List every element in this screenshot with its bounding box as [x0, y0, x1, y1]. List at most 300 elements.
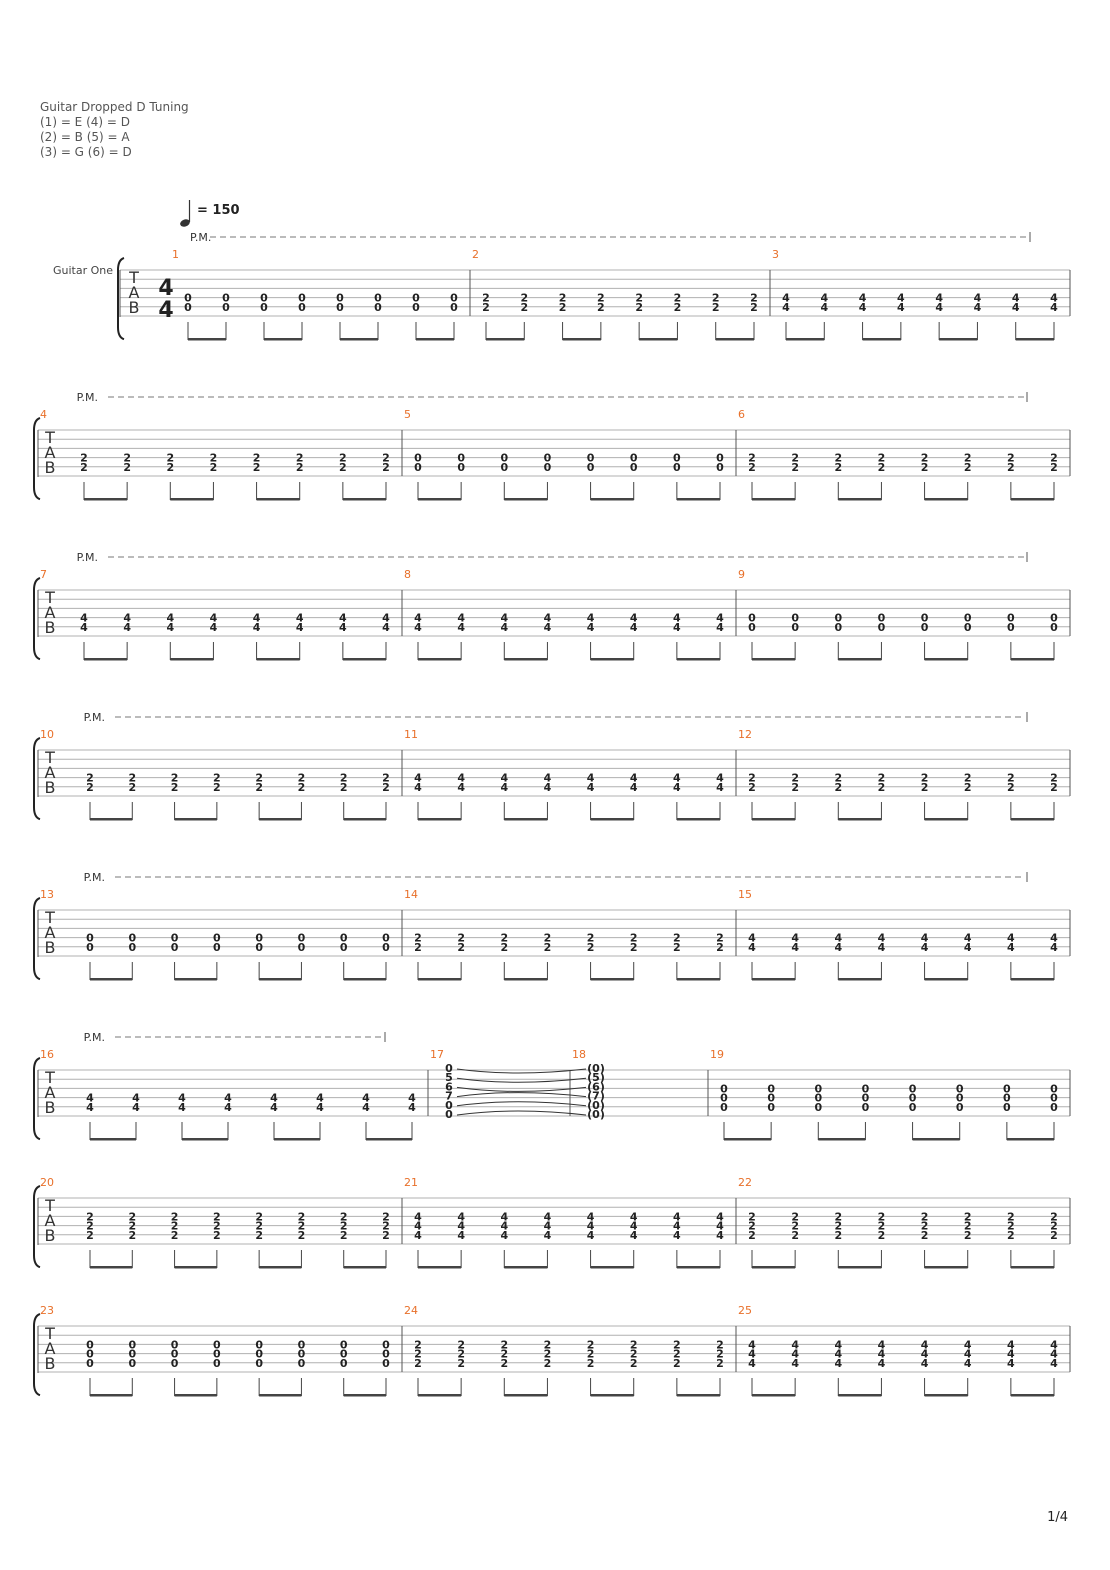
- fret-number: 4: [339, 611, 347, 625]
- fret-number: 4: [673, 611, 681, 625]
- beam: [925, 1266, 968, 1269]
- fret-number: 0: [260, 300, 268, 314]
- fret-number: 2: [1050, 1219, 1058, 1233]
- beam: [1011, 978, 1054, 981]
- fret-number: 4: [500, 780, 509, 794]
- fret-number: 0: [673, 460, 681, 474]
- fret-number: 0: [222, 291, 230, 305]
- fret-number: 2: [255, 780, 263, 794]
- fret-number: 2: [80, 460, 88, 474]
- beam: [838, 1394, 881, 1397]
- tab-letter: A: [44, 603, 56, 622]
- fret-number: 4: [414, 1210, 422, 1224]
- fret-number: 0: [298, 300, 306, 314]
- beam: [925, 1394, 968, 1397]
- fret-number: 0: [1003, 1100, 1011, 1114]
- fret-number: 0: [255, 1356, 263, 1370]
- fret-number: 4: [500, 620, 509, 634]
- fret-number: 4: [543, 620, 552, 634]
- beam: [90, 818, 132, 821]
- fret-number: 0: [412, 291, 420, 305]
- beam: [838, 658, 881, 661]
- fret-number: 2: [877, 1228, 886, 1242]
- measure-number: 22: [738, 1176, 752, 1189]
- fret-number: 2: [128, 1210, 137, 1224]
- beam: [838, 978, 881, 981]
- fret-number: 2: [586, 1347, 595, 1361]
- fret-number: 0: [128, 931, 137, 945]
- fret-number: 4: [935, 300, 943, 314]
- beam: [182, 1138, 228, 1141]
- fret-number: 2: [834, 460, 843, 474]
- tab-letter: T: [129, 268, 139, 287]
- fret-number: 0: [861, 1082, 870, 1096]
- fret-number: 4: [543, 771, 552, 785]
- fret-number: 0: [908, 1100, 917, 1114]
- fret-number: 4: [782, 300, 790, 314]
- fret-number: 2: [629, 1356, 638, 1370]
- fret-number: 2: [834, 1219, 843, 1233]
- fret-number: 2: [339, 1228, 348, 1242]
- fret-number: 2: [339, 460, 347, 474]
- fret-number: 2: [629, 1338, 638, 1352]
- beam: [677, 498, 720, 501]
- tab-letter: T: [45, 1068, 55, 1087]
- beam: [344, 1266, 386, 1269]
- fret-number: 2: [297, 771, 306, 785]
- fret-number: 4: [782, 291, 790, 305]
- fret-number: 4: [80, 611, 88, 625]
- fret-number: 0: [184, 300, 192, 314]
- fret-number: 0: [86, 1338, 94, 1352]
- beam: [175, 1394, 217, 1397]
- fret-number: 0: [955, 1100, 964, 1114]
- fret-number: 2: [1007, 451, 1015, 465]
- fret-number: 0: [170, 1356, 179, 1370]
- tab-letter: A: [44, 1211, 56, 1230]
- tab-letter: A: [44, 763, 56, 782]
- fret-number: 4: [1007, 1347, 1015, 1361]
- fret-number: 2: [673, 931, 681, 945]
- fret-number: 0: [412, 300, 420, 314]
- fret-number: 2: [295, 451, 304, 465]
- fret-number: 4: [543, 1219, 552, 1233]
- fret-number: 2: [1007, 1219, 1015, 1233]
- fret-number: 2: [711, 300, 720, 314]
- fret-number: 4: [339, 620, 347, 634]
- beam: [90, 1394, 132, 1397]
- measure-number: 13: [40, 888, 54, 901]
- fret-number: 0: [814, 1082, 823, 1096]
- fret-number: 0: [297, 940, 306, 954]
- fret-number: 0: [450, 300, 458, 314]
- fret-number: 4: [178, 1091, 186, 1105]
- fret-number: 0: [170, 931, 179, 945]
- beam: [752, 498, 795, 501]
- beam: [344, 978, 386, 981]
- fret-number: 4: [629, 1219, 638, 1233]
- fret-number: 4: [1050, 1356, 1058, 1370]
- beam: [925, 978, 968, 981]
- fret-number: 0: [748, 611, 756, 625]
- fret-number: 0: [445, 1062, 453, 1075]
- fret-number: 2: [629, 940, 638, 954]
- time-signature-top: 4: [158, 276, 174, 301]
- beam: [504, 498, 547, 501]
- fret-number: 0: [1050, 1100, 1058, 1114]
- fret-number: 2: [382, 460, 390, 474]
- palm-mute-label: P.M.: [76, 391, 98, 404]
- fret-number: 2: [170, 1210, 179, 1224]
- fret-number: 4: [132, 1100, 140, 1114]
- fret-number: 0: [716, 460, 724, 474]
- tab-letter: A: [128, 283, 140, 302]
- beam: [90, 978, 132, 981]
- fret-number: 2: [791, 1219, 799, 1233]
- fret-number: 4: [791, 1347, 799, 1361]
- beam: [591, 818, 634, 821]
- fret-number: 4: [963, 1338, 972, 1352]
- fret-number: 0: [86, 931, 94, 945]
- fret-number: 2: [877, 771, 886, 785]
- fret-number: 4: [834, 1347, 843, 1361]
- beam: [84, 498, 127, 501]
- fret-number: 0: [877, 620, 886, 634]
- fret-number: 0: [213, 940, 221, 954]
- fret-number: 2: [834, 451, 843, 465]
- fret-number: 2: [597, 291, 605, 305]
- tab-letter: T: [45, 908, 55, 927]
- fret-number: 0: [445, 1098, 453, 1112]
- fret-number: 2: [252, 451, 261, 465]
- measure-number: 23: [40, 1304, 54, 1317]
- fret-number: 4: [123, 611, 131, 625]
- fret-number: 2: [716, 1356, 724, 1370]
- fret-number: 2: [339, 771, 348, 785]
- fret-number: 2: [297, 1219, 306, 1233]
- fret-number: 4: [586, 1228, 595, 1242]
- beam: [1011, 498, 1054, 501]
- fret-number: 2: [920, 780, 929, 794]
- fret-number: 4: [673, 771, 681, 785]
- fret-number: 4: [252, 611, 261, 625]
- fret-number: 4: [166, 620, 175, 634]
- fret-number: 2: [500, 940, 509, 954]
- fret-number: 2: [834, 1228, 843, 1242]
- fret-number: 2: [255, 1210, 263, 1224]
- fret-number: 4: [877, 1338, 886, 1352]
- measure-number: 1: [172, 248, 179, 261]
- tab-letter: A: [44, 1339, 56, 1358]
- fret-number: 2: [586, 1338, 595, 1352]
- tab-letter: A: [44, 443, 56, 462]
- fret-number: 2: [716, 940, 724, 954]
- tab-letter: A: [44, 923, 56, 942]
- fret-number: 4: [629, 611, 638, 625]
- fret-number: 0: [297, 1356, 306, 1370]
- fret-number: 0: [1050, 1082, 1058, 1096]
- fret-number: 4: [224, 1100, 232, 1114]
- fret-number: 2: [166, 460, 175, 474]
- fret-number: 4: [586, 771, 595, 785]
- measure-number: 15: [738, 888, 752, 901]
- beam: [925, 498, 968, 501]
- tab-letter: T: [45, 1324, 55, 1343]
- beam: [677, 1266, 720, 1269]
- beam: [752, 1394, 795, 1397]
- fret-number: 2: [1007, 780, 1015, 794]
- fret-number: 0: [213, 1356, 221, 1370]
- fret-number: 0: [382, 1338, 390, 1352]
- fret-number: 0: [213, 1347, 221, 1361]
- fret-number: 2: [716, 1338, 724, 1352]
- fret-number: 2: [1050, 780, 1058, 794]
- fret-number: 4: [1011, 291, 1020, 305]
- fret-number: 4: [586, 1210, 595, 1224]
- beam: [925, 658, 968, 661]
- fret-number: 2: [457, 1338, 465, 1352]
- fret-number: 2: [80, 451, 88, 465]
- fret-number: 4: [457, 1219, 465, 1233]
- fret-number: 0: [255, 940, 263, 954]
- beam: [677, 1394, 720, 1397]
- fret-number: 0: [255, 931, 263, 945]
- fret-number: 4: [877, 940, 886, 954]
- beam: [504, 978, 547, 981]
- beam: [716, 338, 754, 341]
- beam: [90, 1266, 132, 1269]
- fret-number: 4: [295, 620, 304, 634]
- beam: [486, 338, 524, 341]
- fret-number: 2: [123, 451, 131, 465]
- measure-number: 3: [772, 248, 779, 261]
- fret-number: 4: [382, 611, 390, 625]
- fret-number: 0: [908, 1091, 917, 1105]
- fret-number: 2: [635, 291, 643, 305]
- measure-number: 8: [404, 568, 411, 581]
- fret-number: 4: [920, 1347, 929, 1361]
- fret-number: 2: [673, 1338, 681, 1352]
- fret-number: 4: [858, 300, 867, 314]
- beam: [418, 658, 461, 661]
- fret-number: 2: [963, 771, 972, 785]
- fret-number: 4: [920, 1338, 929, 1352]
- tie-curve: [457, 1111, 586, 1115]
- fret-number: 0: [297, 1347, 306, 1361]
- fret-number: 2: [920, 771, 929, 785]
- fret-number: 0: [128, 1338, 137, 1352]
- fret-number: 4: [716, 771, 724, 785]
- fret-number: 2: [920, 1228, 929, 1242]
- fret-number: 2: [382, 771, 390, 785]
- fret-number: 0: [128, 1347, 137, 1361]
- fret-number: 2: [252, 460, 261, 474]
- fret-number: 2: [86, 780, 94, 794]
- fret-number: 4: [1007, 1338, 1015, 1352]
- fret-number: 0: [814, 1091, 823, 1105]
- fret-number: 4: [586, 620, 595, 634]
- fret-number: 4: [500, 1228, 509, 1242]
- beam: [1011, 658, 1054, 661]
- fret-number: 2: [457, 1356, 465, 1370]
- tab-letter: T: [45, 588, 55, 607]
- fret-number: 2: [920, 1210, 929, 1224]
- beam: [1016, 338, 1054, 341]
- fret-number: 2: [297, 1210, 306, 1224]
- fret-number: 4: [86, 1091, 94, 1105]
- beam: [913, 1138, 960, 1141]
- fret-number: 2: [482, 291, 490, 305]
- fret-number: 2: [297, 780, 306, 794]
- fret-number: 4: [820, 300, 829, 314]
- fret-number: 2: [834, 1210, 843, 1224]
- beam: [418, 1266, 461, 1269]
- fret-number: 4: [920, 1356, 929, 1370]
- beam: [416, 338, 454, 341]
- fret-number: 2: [543, 931, 552, 945]
- fret-number: (0): [587, 1098, 605, 1112]
- fret-number: 2: [170, 780, 179, 794]
- measure-number: 14: [404, 888, 418, 901]
- fret-number: 2: [170, 1219, 179, 1233]
- fret-number: 4: [270, 1100, 278, 1114]
- fret-number: 4: [1050, 291, 1058, 305]
- fret-number: 2: [791, 771, 799, 785]
- fret-number: 4: [414, 771, 422, 785]
- fret-number: 2: [170, 1228, 179, 1242]
- fret-number: 0: [629, 460, 638, 474]
- fret-number: 4: [270, 1091, 278, 1105]
- fret-number: 2: [543, 940, 552, 954]
- fret-number: 0: [767, 1100, 775, 1114]
- fret-number: 2: [255, 1228, 263, 1242]
- fret-number: 2: [963, 451, 972, 465]
- fret-number: 2: [339, 1210, 348, 1224]
- fret-number: 0: [543, 460, 552, 474]
- fret-number: 4: [586, 611, 595, 625]
- beam: [343, 498, 386, 501]
- fret-number: 0: [767, 1091, 775, 1105]
- fret-number: 4: [973, 300, 982, 314]
- measure-number: 16: [40, 1048, 54, 1061]
- tab-letter: T: [45, 1196, 55, 1215]
- fret-number: 0: [1007, 620, 1015, 634]
- fret-number: 0: [255, 1338, 263, 1352]
- fret-number: 4: [209, 620, 218, 634]
- beam: [340, 338, 378, 341]
- fret-number: 4: [1050, 931, 1058, 945]
- fret-number: 2: [750, 300, 758, 314]
- fret-number: 0: [457, 460, 465, 474]
- fret-number: 2: [500, 1347, 509, 1361]
- fret-number: 2: [128, 1228, 137, 1242]
- fret-number: 2: [1007, 771, 1015, 785]
- fret-number: 2: [716, 931, 724, 945]
- tab-letter: B: [128, 298, 140, 317]
- fret-number: 4: [209, 611, 218, 625]
- fret-number: 4: [1007, 931, 1015, 945]
- fret-number: 4: [408, 1100, 416, 1114]
- beam: [786, 338, 824, 341]
- fret-number: 0: [955, 1082, 964, 1096]
- fret-number: 4: [408, 1091, 416, 1105]
- palm-mute-label: P.M.: [76, 551, 98, 564]
- time-signature-bottom: 4: [158, 298, 174, 323]
- fret-number: 7: [445, 1089, 453, 1103]
- fret-number: 4: [673, 780, 681, 794]
- fret-number: 4: [543, 780, 552, 794]
- fret-number: 2: [213, 1228, 221, 1242]
- fret-number: 2: [339, 1219, 348, 1233]
- fret-number: 2: [86, 1228, 94, 1242]
- fret-number: 4: [834, 931, 843, 945]
- fret-number: 0: [255, 1347, 263, 1361]
- measure-number: 11: [404, 728, 418, 741]
- beam: [677, 658, 720, 661]
- fret-number: 4: [877, 1356, 886, 1370]
- fret-number: 4: [500, 771, 509, 785]
- beam: [504, 818, 547, 821]
- fret-number: 4: [1007, 1356, 1015, 1370]
- fret-number: 0: [382, 1356, 390, 1370]
- beam: [257, 658, 300, 661]
- fret-number: 0: [339, 931, 348, 945]
- fret-number: 2: [414, 940, 422, 954]
- fret-number: 2: [791, 1228, 799, 1242]
- fret-number: (0): [587, 1108, 605, 1121]
- tie-curve: [457, 1093, 586, 1097]
- fret-number: 0: [445, 1108, 453, 1121]
- beam: [818, 1138, 865, 1141]
- fret-number: 2: [877, 451, 886, 465]
- fret-number: 2: [520, 300, 529, 314]
- fret-number: 4: [414, 1228, 422, 1242]
- tab-letter: B: [44, 1226, 56, 1245]
- fret-number: 2: [877, 1219, 886, 1233]
- fret-number: 2: [297, 1228, 306, 1242]
- beam: [677, 978, 720, 981]
- fret-number: 2: [963, 1219, 972, 1233]
- beam: [863, 338, 901, 341]
- fret-number: 4: [820, 291, 829, 305]
- fret-number: 2: [414, 1356, 422, 1370]
- fret-number: 4: [834, 1338, 843, 1352]
- fret-number: 0: [720, 1100, 728, 1114]
- fret-number: 0: [128, 1356, 137, 1370]
- fret-number: 0: [834, 611, 843, 625]
- fret-number: 4: [673, 1210, 681, 1224]
- tab-letter: B: [44, 1098, 56, 1117]
- fret-number: 2: [586, 931, 595, 945]
- fret-number: 2: [128, 771, 137, 785]
- fret-number: 2: [457, 940, 465, 954]
- fret-number: 2: [963, 780, 972, 794]
- fret-number: 2: [123, 460, 131, 474]
- fret-number: 4: [897, 291, 905, 305]
- fret-number: 2: [716, 1347, 724, 1361]
- fret-number: 4: [457, 1210, 465, 1224]
- fret-number: 4: [748, 1347, 756, 1361]
- fret-number: 4: [586, 780, 595, 794]
- fret-number: 2: [339, 451, 347, 465]
- beam: [274, 1138, 320, 1141]
- fret-number: 4: [963, 1356, 972, 1370]
- fret-number: 4: [457, 620, 465, 634]
- fret-number: 4: [1011, 300, 1020, 314]
- beam: [170, 498, 213, 501]
- fret-number: 4: [1050, 1347, 1058, 1361]
- fret-number: 4: [629, 1210, 638, 1224]
